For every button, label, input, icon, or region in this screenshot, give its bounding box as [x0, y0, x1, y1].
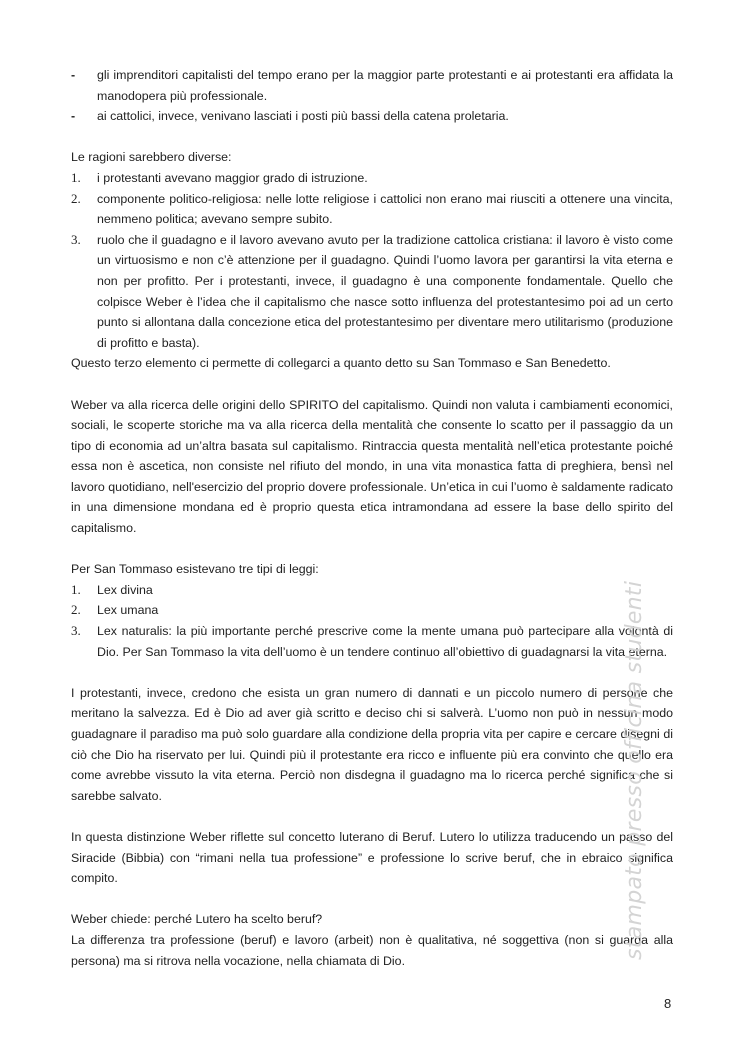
- item-number: 1.: [71, 169, 81, 185]
- item-text: Lex naturalis: la più importante perché prescrive come la mente umana può partecipare alla volontà di Dio. Per San Tommaso la vita dell’uomo è un tendere continuo all’obiettivo di guadagnarsi la vita eterna.: [97, 624, 673, 659]
- ragioni-closing: Questo terzo elemento ci permette di collegarci a quanto detto su San Tommaso e San Benedetto.: [71, 356, 611, 371]
- bullet-text: gli imprenditori capitalisti del tempo erano per la maggior parte protestanti e ai protestanti era affidata la manodopera più professionale.: [97, 68, 673, 103]
- item-number: 2.: [71, 190, 81, 206]
- numbered-item: [71, 580, 673, 601]
- numbered-item: [71, 168, 673, 189]
- item-text: i protestanti avevano maggior grado di istruzione.: [97, 170, 368, 185]
- body-text: [71, 65, 673, 971]
- item-number: 3.: [71, 231, 81, 247]
- item-text: Lex divina: [97, 582, 153, 597]
- bullet-text: ai cattolici, invece, venivano lasciati i posti più bassi della catena proletaria.: [97, 109, 509, 124]
- watermark: stampato presso officina studenti: [622, 580, 647, 960]
- item-number: 1.: [71, 581, 81, 597]
- item-text: componente politico-religiosa: nelle lotte religiose i cattolici non erano mai riusciti a ottenere una vincita, nemmeno politica; avevano sempre subito.: [97, 191, 673, 227]
- document-page: [71, 0, 673, 971]
- item-text: Lex umana: [97, 603, 159, 618]
- paragraph-protestanti: I protestanti, invece, credono che esista un gran numero di dannati e un piccolo numero di persone che meritano la salvezza. Ed è Dio ad aver già scritto e deciso chi si salverà. L’uomo non può in nessun modo guadagnare il paradiso ma può solo guardare alla condizione della propria vita per capire e cercare disegni di ciò che Dio ha riservato per lui. Quindi più il protestante era ricco e influente più era convinto che quello era come avrebbe vissuto la vita eterna. Perciò non disdegna il guadagno ma lo ricerca perché significa che si sarebbe salvato.: [71, 685, 673, 803]
- item-number: 2.: [71, 602, 81, 618]
- numbered-item: [71, 600, 673, 621]
- numbered-item: [71, 621, 673, 662]
- numbered-item: [71, 189, 673, 230]
- paragraph-weber: Weber va alla ricerca delle origini dello SPIRITO del capitalismo. Quindi non valuta i cambiamenti economici, sociali, le scoperte storiche ma va alla ricerca della mentalità che consente lo scatto per il passaggio da un tipo di economia ad un’altra basata sul capitalismo. Rintraccia questa mentalità nell’etica protestante poiché essa non è ascetica, non consiste nel rifiuto del mondo, in una vita monastica fatta di preghiera, bensì nel lavoro quotidiano, nell'esercizio del proprio dovere professionale. Un’etica in cui l’uomo è saldamente radicato in una dimensione mondana ed è proprio questa etica intramondana ad essere la base dello spirito del capitalismo.: [71, 397, 673, 536]
- bullet-item: [71, 106, 673, 127]
- paragraph-differenza: La differenza tra professione (beruf) e lavoro (arbeit) non è qualitativa, né soggettiva (non si guarda alla persona) ma si ritrova nella vocazione, nella chiamata di Dio.: [71, 932, 673, 968]
- dash-bullet: -: [71, 68, 76, 82]
- numbered-item: [71, 230, 673, 354]
- page-number: 8: [664, 996, 672, 1011]
- item-number: 3.: [71, 623, 81, 639]
- item-text: ruolo che il guadagno e il lavoro avevano avuto per la tradizione cattolica cristiana: il lavoro è visto come un virtuosismo e non c’è attenzione per il guadagno. Quindi l’uomo lavora per garantirsi la vita eterna e non per profitto. Per i protestanti, invece, il guadagno è una componente fondamentale. Quello che colpisce Weber è l’idea che il capitalismo che nasce sotto influenza del protestantesimo poi ad un certo punto si allontana dalla concezione etica del protestantesimo per diventare mero utilitarismo (produzione di profitto e basta).: [97, 232, 673, 350]
- leggi-intro: Per San Tommaso esistevano tre tipi di leggi:: [71, 562, 319, 577]
- bullet-item: [71, 65, 673, 106]
- ragioni-intro: Le ragioni sarebbero diverse:: [71, 150, 232, 165]
- question-line: Weber chiede: perché Lutero ha scelto beruf?: [71, 912, 323, 927]
- dash-bullet: -: [71, 109, 76, 124]
- paragraph-beruf: In questa distinzione Weber riflette sul concetto luterano di Beruf. Lutero lo utilizza traducendo un passo del Siracide (Bibbia) con “rimani nella tua professione” e professione lo scrive beruf, che in ebraico significa compito.: [71, 829, 673, 886]
